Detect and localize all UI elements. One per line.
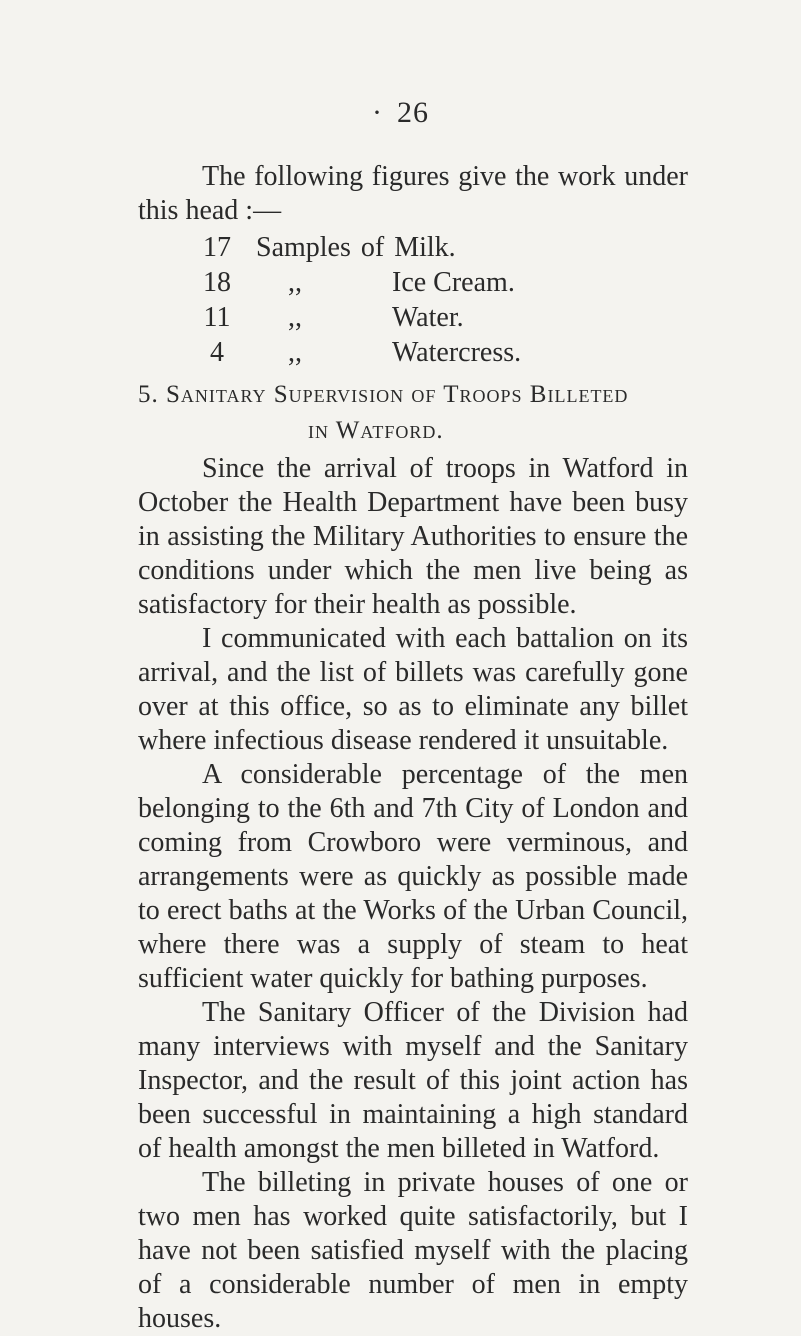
section-heading-line1: 5. Sanitary Supervision of Troops Billeted: [138, 381, 629, 408]
section-heading: [138, 377, 698, 449]
body-paragraph: A considerable percentage of the men belonging to the 6th and 7th City of London and coming from Crowboro were verminous, and arrangements were as quickly as possible made to erect baths at the Works of the Urban Council, where there was a supply of steam to heat sufficient water quickly for bathing purposes.: [138, 759, 688, 994]
sample-row-milk: [192, 230, 521, 265]
sample-ditto: ,,: [288, 302, 302, 333]
sample-ditto: ,,: [288, 337, 302, 368]
sample-item: Watercress.: [392, 337, 522, 368]
body-paragraph: The billeting in private houses of one or two men has worked quite satisfactorily, but I have not been satisfied myself with the placing of a considerable number of men in empty houses.: [138, 1167, 688, 1334]
sample-item: Milk.: [394, 232, 456, 263]
sample-count: 11: [203, 302, 231, 333]
sample-count: 17: [203, 232, 231, 263]
body-paragraph: The Sanitary Officer of the Division had many interviews with myself and the Sanitary Inspector, and the result of this joint action has been successful in maintaining a high standard of health amongst the men billeted in Watford.: [138, 997, 688, 1164]
sample-count: 18: [203, 267, 231, 298]
section-heading-line2: in Watford.: [308, 417, 444, 444]
samples-list: [192, 230, 521, 370]
sample-of: of: [360, 232, 385, 263]
sample-ditto: ,,: [288, 267, 302, 298]
sample-row-water: [192, 300, 521, 335]
page-number-dot: ·: [372, 96, 383, 129]
page-number-value: 26: [397, 96, 429, 129]
sample-item: Ice Cream.: [392, 267, 515, 298]
intro-text: The following figures give the work under this head :—: [138, 161, 688, 226]
sample-count: 4: [210, 337, 224, 368]
sample-item: Water.: [392, 302, 464, 333]
body-paragraph: Since the arrival of troops in Watford in October the Health Department have been busy in assisting the Military Authorities to ensure the conditions under which the men live being as satisfactory for their health as possible.: [138, 453, 688, 620]
sample-row-ice-cream: [192, 265, 521, 300]
intro-paragraph: [138, 160, 688, 228]
body-text: [138, 452, 688, 1336]
sample-row-watercress: [192, 335, 521, 370]
page-number: [0, 96, 801, 130]
body-paragraph: I communicated with each battalion on its arrival, and the list of billets was carefully gone over at this office, so as to eliminate any billet where infectious disease rendered it unsuitable.: [138, 623, 688, 756]
sample-word: Samples: [256, 232, 351, 263]
